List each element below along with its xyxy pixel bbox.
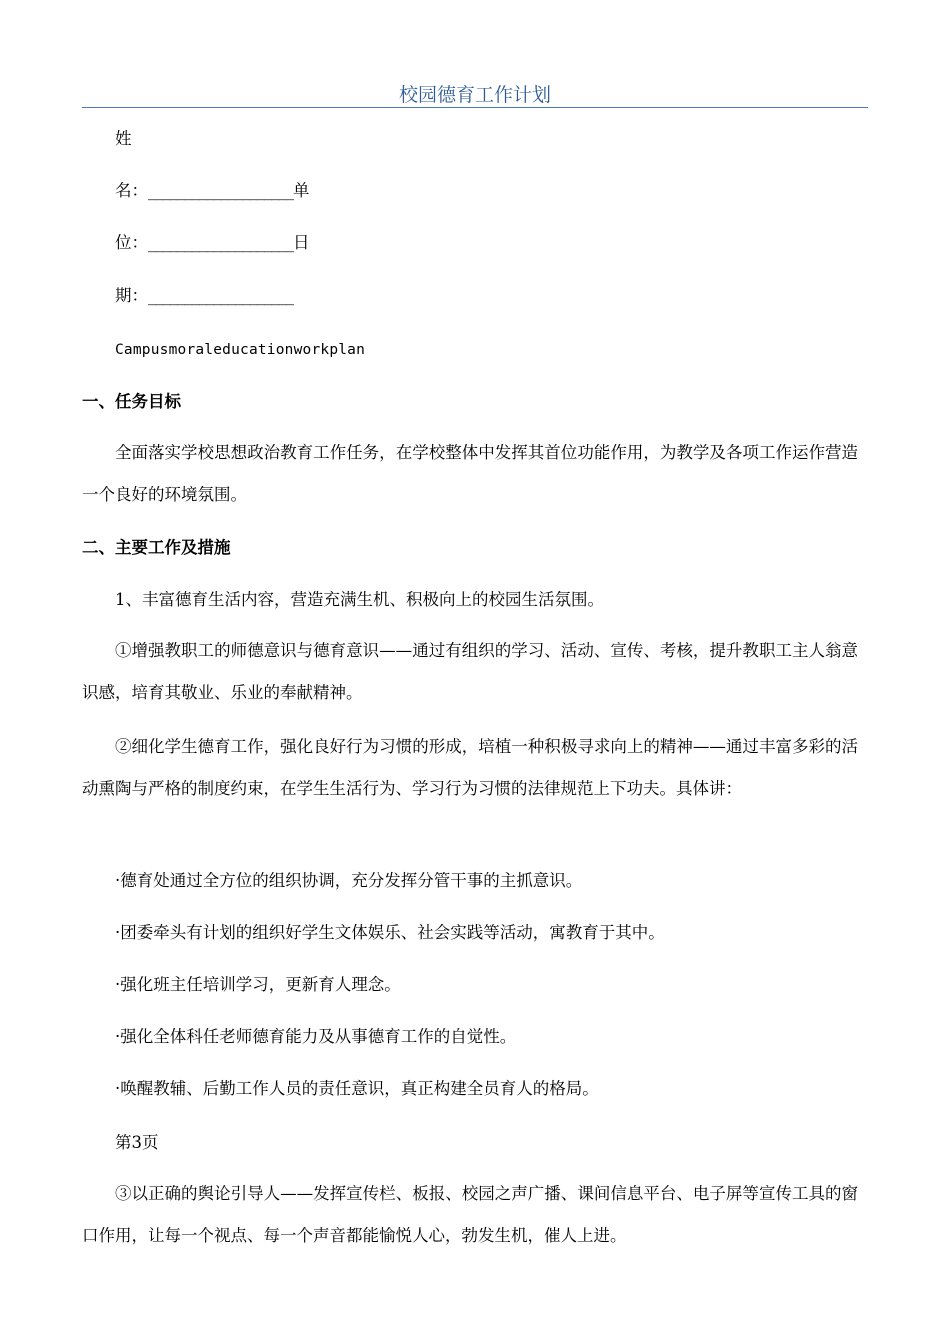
english-subtitle: Campusmoraleducationworkplan [115, 342, 366, 358]
section2-sub3-paragraph: ③以正确的舆论引导人——发挥宣传栏、板报、校园之声广播、课间信息平台、电子屏等宣传工具的窗口作用，让每一个视点、每一个声音都能愉悦人心，勃发生机，催人上进。 [82, 1184, 858, 1245]
page-marker: 第3页 [115, 1133, 159, 1152]
form-line-name [115, 179, 858, 203]
form-line-date [115, 284, 858, 308]
section1-heading: 一、任务目标 [82, 392, 181, 411]
form-unit-blank: ____________________ [148, 233, 293, 252]
form-date-blank: ____________________ [148, 286, 293, 305]
document-header-title: 校园德育工作计划 [398, 84, 551, 106]
form-name-char: 姓 [115, 129, 132, 148]
header-divider [82, 107, 868, 108]
form-line-unit [115, 231, 858, 255]
bullet-item: ·德育处通过全方位的组织协调，充分发挥分管干事的主抓意识。 [115, 871, 583, 890]
form-unit-label: 位： [115, 233, 148, 252]
form-name-blank: ____________________ [148, 181, 293, 200]
section2-item1: 1、丰富德育生活内容，营造充满生机、积极向上的校园生活氛围。 [115, 590, 604, 609]
form-name-label: 名： [115, 181, 148, 200]
form-unit-char: 单 [293, 181, 310, 200]
section2-heading: 二、主要工作及措施 [82, 538, 231, 557]
bullet-item: ·团委牵头有计划的组织好学生文体娱乐、社会实践等活动，寓教育于其中。 [115, 923, 665, 942]
section2-sub1-paragraph: ①增强教职工的师德意识与德育意识——通过有组织的学习、活动、宣传、考核，提升教职工主人翁意识感，培育其敬业、乐业的奉献精神。 [82, 641, 858, 702]
form-line-name-start [115, 127, 858, 151]
bullet-item: ·强化班主任培训学习，更新育人理念。 [115, 975, 401, 994]
form-date-label: 期： [115, 286, 148, 305]
bullet-item: ·强化全体科任老师德育能力及从事德育工作的自觉性。 [115, 1027, 517, 1046]
section2-sub2-paragraph: ②细化学生德育工作，强化良好行为习惯的形成，培植一种积极寻求向上的精神——通过丰富多彩的活动熏陶与严格的制度约束，在学生生活行为、学习行为习惯的法律规范上下功夫。具体讲： [82, 737, 858, 798]
section1-paragraph: 全面落实学校思想政治教育工作任务，在学校整体中发挥其首位功能作用，为教学及各项工作运作营造一个良好的环境氛围。 [82, 443, 858, 504]
form-date-char: 日 [293, 233, 310, 252]
bullet-item: ·唤醒教辅、后勤工作人员的责任意识，真正构建全员育人的格局。 [115, 1079, 599, 1098]
